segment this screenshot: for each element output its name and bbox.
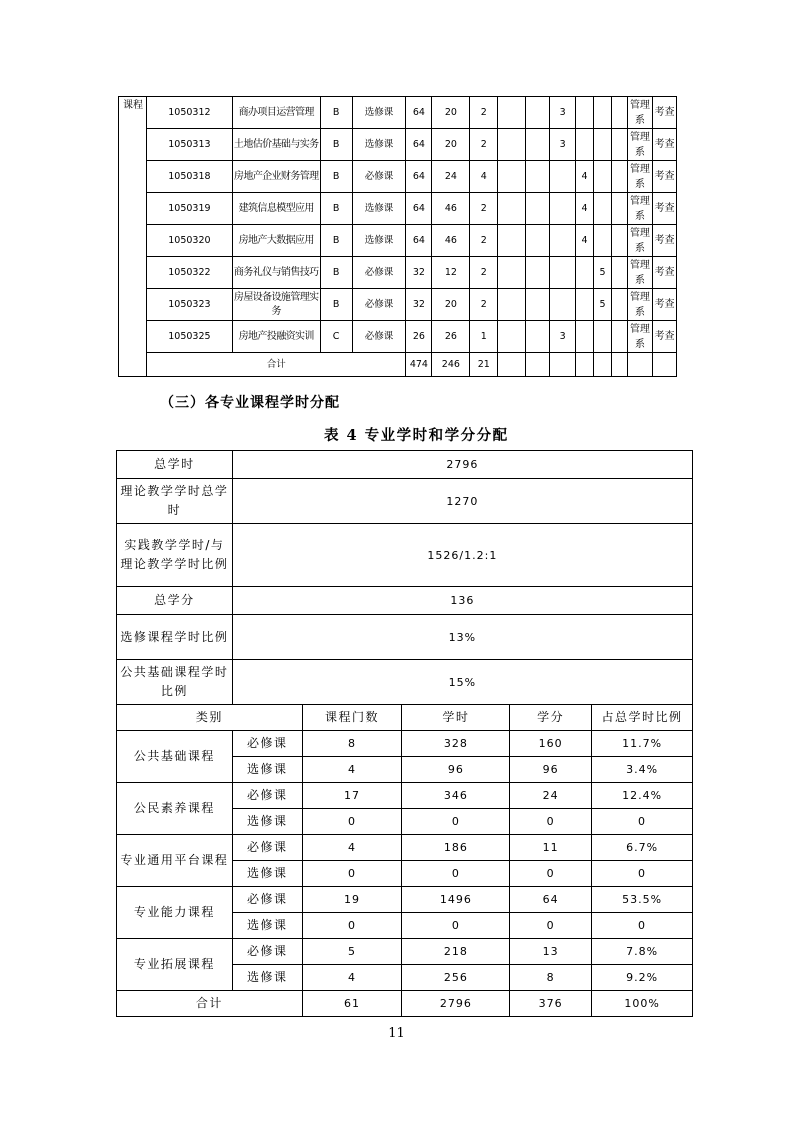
summary-label: 总学时: [117, 451, 233, 479]
course-nature: 必修课: [352, 257, 406, 289]
course-nature: 选修课: [232, 757, 302, 783]
credits: 0: [510, 913, 592, 939]
course-nature: 必修课: [232, 731, 302, 757]
course-row: [119, 289, 677, 321]
summary-label: 公共基础课程学时比例: [117, 660, 233, 705]
summary-label: 实践教学学时/与理论教学学时比例: [117, 524, 233, 587]
total-count: 61: [302, 991, 402, 1017]
semester-sem1: [498, 257, 526, 289]
hours: 1496: [402, 887, 510, 913]
department: 管理系: [627, 225, 652, 257]
semester-sem2: [526, 97, 550, 129]
course-code: 1050320: [146, 225, 232, 257]
semester-sem2: [526, 193, 550, 225]
credits: 4: [470, 161, 498, 193]
semester-sem5: [594, 129, 612, 161]
summary-value: 1526/1.2:1: [232, 524, 692, 587]
summary-row: [117, 524, 693, 587]
ratio: 11.7%: [592, 731, 693, 757]
course-count: 5: [302, 939, 402, 965]
semester-sem4: 4: [576, 161, 594, 193]
course-count: 0: [302, 861, 402, 887]
semester-sem2: [526, 321, 550, 353]
course-nature: 选修课: [352, 193, 406, 225]
semester-sem3: [550, 161, 576, 193]
total-hours: 26: [406, 321, 432, 353]
course-name: 商办项目运营管理: [232, 97, 320, 129]
course-name: 商务礼仪与销售技巧: [232, 257, 320, 289]
assessment: 考查: [652, 289, 676, 321]
semester-sem5: [594, 321, 612, 353]
course-nature: 必修课: [232, 939, 302, 965]
category-row: [117, 835, 693, 861]
category-cell: 课程: [119, 97, 147, 377]
ratio: 7.8%: [592, 939, 693, 965]
summary-label: 选修课程学时比例: [117, 615, 233, 660]
semester-sem4: [576, 289, 594, 321]
semester-sem5: [594, 161, 612, 193]
semester-sem6: [612, 193, 628, 225]
course-type: B: [320, 129, 352, 161]
course-row: [119, 225, 677, 257]
course-row: [119, 257, 677, 289]
semester-sem3: 3: [550, 321, 576, 353]
course-count: 4: [302, 965, 402, 991]
summary-row: [117, 479, 693, 524]
category-name: 专业拓展课程: [117, 939, 233, 991]
semester-sem5: [594, 193, 612, 225]
course-type: C: [320, 321, 352, 353]
total-hours: 474: [406, 353, 432, 377]
ratio: 6.7%: [592, 835, 693, 861]
department: 管理系: [627, 257, 652, 289]
course-nature: 选修课: [232, 913, 302, 939]
semester-sem4: [576, 321, 594, 353]
semester-sem5: [594, 225, 612, 257]
total-row: [117, 991, 693, 1017]
course-name: 房地产企业财务管理: [232, 161, 320, 193]
semester-sem4: [576, 97, 594, 129]
course-nature: 必修课: [232, 887, 302, 913]
department: 管理系: [627, 161, 652, 193]
course-code: 1050319: [146, 193, 232, 225]
empty-cell: [550, 353, 576, 377]
header-row: [117, 705, 693, 731]
ratio: 3.4%: [592, 757, 693, 783]
empty-cell: [594, 353, 612, 377]
semester-sem5: 5: [594, 289, 612, 321]
department: 管理系: [627, 193, 652, 225]
assessment: 考查: [652, 257, 676, 289]
ratio: 0: [592, 809, 693, 835]
category-name: 公民素养课程: [117, 783, 233, 835]
credits: 2: [470, 129, 498, 161]
semester-sem2: [526, 289, 550, 321]
ratio: 12.4%: [592, 783, 693, 809]
ratio: 0: [592, 861, 693, 887]
total-hours: 2796: [402, 991, 510, 1017]
semester-sem4: 4: [576, 193, 594, 225]
course-code: 1050325: [146, 321, 232, 353]
course-code: 1050313: [146, 129, 232, 161]
total-hours: 32: [406, 257, 432, 289]
hours: 186: [402, 835, 510, 861]
total-ratio: 100%: [592, 991, 693, 1017]
header-course-count: 课程门数: [302, 705, 402, 731]
semester-sem1: [498, 289, 526, 321]
hours: 218: [402, 939, 510, 965]
header-ratio: 占总学时比例: [592, 705, 693, 731]
semester-sem6: [612, 225, 628, 257]
semester-sem6: [612, 161, 628, 193]
assessment: 考查: [652, 193, 676, 225]
semester-sem6: [612, 257, 628, 289]
course-code: 1050323: [146, 289, 232, 321]
hours: 0: [402, 861, 510, 887]
summary-value: 2796: [232, 451, 692, 479]
course-count: 17: [302, 783, 402, 809]
category-row: [117, 939, 693, 965]
assessment: 考查: [652, 161, 676, 193]
semester-sem4: 4: [576, 225, 594, 257]
course-type: B: [320, 193, 352, 225]
semester-sem1: [498, 97, 526, 129]
semester-sem1: [498, 321, 526, 353]
credits: 0: [510, 861, 592, 887]
total-credits: 376: [510, 991, 592, 1017]
empty-cell: [526, 353, 550, 377]
summary-row: [117, 615, 693, 660]
course-row: [119, 129, 677, 161]
course-code: 1050318: [146, 161, 232, 193]
credits: 64: [510, 887, 592, 913]
category-name: 专业通用平台课程: [117, 835, 233, 887]
practice-hours: 26: [432, 321, 470, 353]
course-nature: 必修课: [352, 321, 406, 353]
course-type: B: [320, 289, 352, 321]
course-count: 4: [302, 757, 402, 783]
semester-sem4: [576, 129, 594, 161]
course-count: 0: [302, 809, 402, 835]
page-number: 11: [388, 1026, 405, 1041]
empty-cell: [627, 353, 652, 377]
course-total-row: [119, 353, 677, 377]
semester-sem5: [594, 97, 612, 129]
summary-label: 理论教学学时总学时: [117, 479, 233, 524]
hours: 96: [402, 757, 510, 783]
course-count: 19: [302, 887, 402, 913]
practice-hours: 20: [432, 97, 470, 129]
category-name: 专业能力课程: [117, 887, 233, 939]
hours: 256: [402, 965, 510, 991]
credits: 8: [510, 965, 592, 991]
summary-row: [117, 587, 693, 615]
course-count: 8: [302, 731, 402, 757]
course-nature: 选修课: [352, 129, 406, 161]
practice-hours: 20: [432, 289, 470, 321]
summary-value: 13%: [232, 615, 692, 660]
total-label: 合计: [146, 353, 405, 377]
practice-hours: 46: [432, 193, 470, 225]
course-nature: 选修课: [232, 809, 302, 835]
hours-credits-table: [116, 450, 693, 1017]
header-hours: 学时: [402, 705, 510, 731]
credits: 13: [510, 939, 592, 965]
summary-row: [117, 451, 693, 479]
course-table: [118, 96, 677, 377]
semester-sem2: [526, 225, 550, 257]
semester-sem6: [612, 97, 628, 129]
credits: 2: [470, 193, 498, 225]
total-hours: 64: [406, 193, 432, 225]
course-name: 土地估价基础与实务: [232, 129, 320, 161]
total-hours: 64: [406, 129, 432, 161]
course-row: [119, 161, 677, 193]
total-practice-hours: 246: [432, 353, 470, 377]
credits: 24: [510, 783, 592, 809]
header-category: 类别: [117, 705, 303, 731]
course-row: [119, 193, 677, 225]
semester-sem1: [498, 193, 526, 225]
semester-sem3: [550, 257, 576, 289]
credits: 2: [470, 97, 498, 129]
semester-sem6: [612, 321, 628, 353]
ratio: 0: [592, 913, 693, 939]
course-name: 房地产投融资实训: [232, 321, 320, 353]
credits: 2: [470, 289, 498, 321]
course-name: 房屋设备设施管理实务: [232, 289, 320, 321]
course-nature: 选修课: [352, 97, 406, 129]
empty-cell: [576, 353, 594, 377]
course-nature: 必修课: [352, 161, 406, 193]
summary-value: 1270: [232, 479, 692, 524]
total-credits: 21: [470, 353, 498, 377]
department: 管理系: [627, 97, 652, 129]
practice-hours: 20: [432, 129, 470, 161]
course-count: 4: [302, 835, 402, 861]
credits: 11: [510, 835, 592, 861]
category-row: [117, 783, 693, 809]
empty-cell: [498, 353, 526, 377]
credits: 1: [470, 321, 498, 353]
course-nature: 必修课: [232, 783, 302, 809]
course-row: [119, 97, 677, 129]
hours: 0: [402, 809, 510, 835]
summary-row: [117, 660, 693, 705]
semester-sem6: [612, 289, 628, 321]
hours: 346: [402, 783, 510, 809]
course-nature: 选修课: [232, 861, 302, 887]
total-hours: 64: [406, 225, 432, 257]
assessment: 考查: [652, 225, 676, 257]
semester-sem3: 3: [550, 129, 576, 161]
practice-hours: 46: [432, 225, 470, 257]
course-name: 房地产大数据应用: [232, 225, 320, 257]
semester-sem6: [612, 129, 628, 161]
header-credits: 学分: [510, 705, 592, 731]
total-hours: 64: [406, 97, 432, 129]
course-type: B: [320, 225, 352, 257]
table-caption: 表 4 专业学时和学分分配: [324, 427, 509, 444]
practice-hours: 24: [432, 161, 470, 193]
semester-sem1: [498, 161, 526, 193]
ratio: 53.5%: [592, 887, 693, 913]
course-code: 1050322: [146, 257, 232, 289]
credits: 2: [470, 225, 498, 257]
department: 管理系: [627, 289, 652, 321]
credits: 96: [510, 757, 592, 783]
total-hours: 32: [406, 289, 432, 321]
empty-cell: [652, 353, 676, 377]
assessment: 考查: [652, 129, 676, 161]
total-label: 合计: [117, 991, 303, 1017]
course-name: 建筑信息模型应用: [232, 193, 320, 225]
semester-sem3: [550, 289, 576, 321]
department: 管理系: [627, 321, 652, 353]
course-nature: 必修课: [352, 289, 406, 321]
semester-sem3: [550, 193, 576, 225]
course-type: B: [320, 161, 352, 193]
course-type: B: [320, 257, 352, 289]
summary-label: 总学分: [117, 587, 233, 615]
empty-cell: [612, 353, 628, 377]
semester-sem1: [498, 225, 526, 257]
semester-sem2: [526, 161, 550, 193]
course-code: 1050312: [146, 97, 232, 129]
course-nature: 选修课: [232, 965, 302, 991]
practice-hours: 12: [432, 257, 470, 289]
category-name: 公共基础课程: [117, 731, 233, 783]
assessment: 考查: [652, 97, 676, 129]
section-heading: （三）各专业课程学时分配: [160, 395, 340, 411]
semester-sem2: [526, 257, 550, 289]
course-row: [119, 321, 677, 353]
credits: 0: [510, 809, 592, 835]
course-nature: 选修课: [352, 225, 406, 257]
course-type: B: [320, 97, 352, 129]
semester-sem3: [550, 225, 576, 257]
department: 管理系: [627, 129, 652, 161]
semester-sem2: [526, 129, 550, 161]
semester-sem4: [576, 257, 594, 289]
credits: 2: [470, 257, 498, 289]
hours: 0: [402, 913, 510, 939]
summary-value: 15%: [232, 660, 692, 705]
category-row: [117, 731, 693, 757]
summary-value: 136: [232, 587, 692, 615]
credits: 160: [510, 731, 592, 757]
course-count: 0: [302, 913, 402, 939]
category-row: [117, 887, 693, 913]
semester-sem3: 3: [550, 97, 576, 129]
hours: 328: [402, 731, 510, 757]
assessment: 考查: [652, 321, 676, 353]
course-nature: 必修课: [232, 835, 302, 861]
semester-sem5: 5: [594, 257, 612, 289]
total-hours: 64: [406, 161, 432, 193]
semester-sem1: [498, 129, 526, 161]
ratio: 9.2%: [592, 965, 693, 991]
